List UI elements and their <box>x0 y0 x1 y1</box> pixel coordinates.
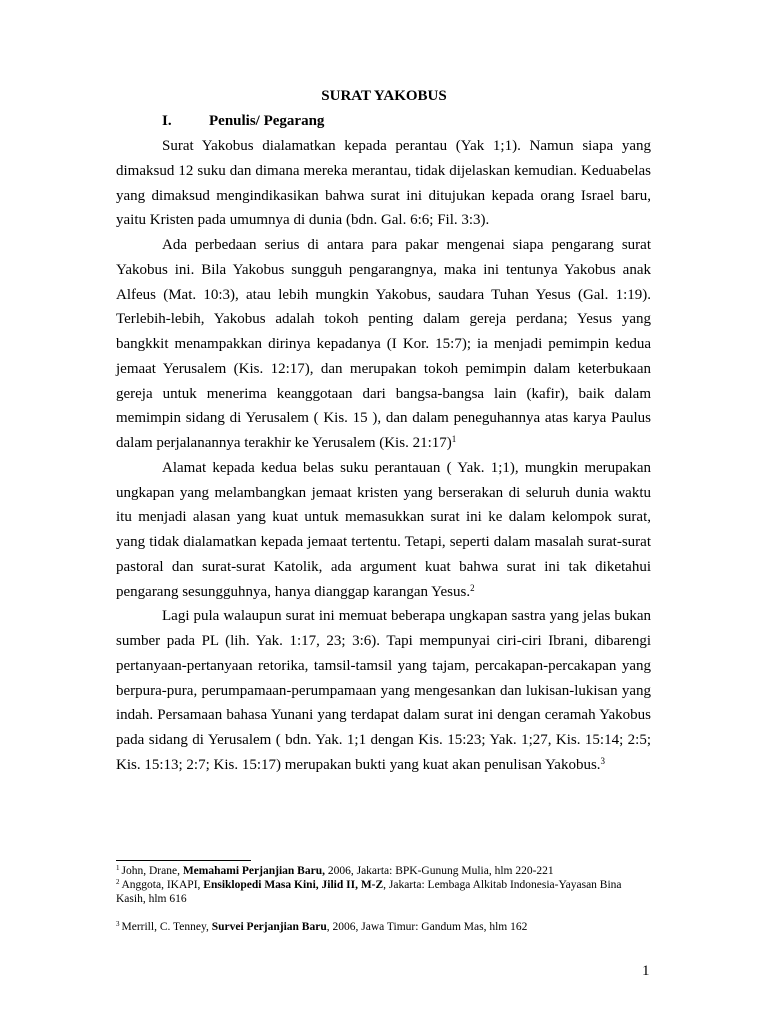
paragraph-text: Lagi pula walaupun surat ini memuat beberapa ungkapan sastra yang jelas bukan sumber pada PL (lih. Yak. 1:17, 23; 3:6). Tapi mempunyai ciri-ciri Ibrani, dibarengi pertanyaan-pertanyaan retorika, tamsil-tamsil yang tajam, percakapan-percakapan yang berpura-pura, perumpamaan-perumpamaan yang mengesankan dan lukisan-lukisan yang indah. Persamaan bahasa Yunani yang terdapat dalam surat ini dengan ceramah Yakobus pada sidang di Yerusalem ( bdn. Yak. 1;1 dengan Kis. 15:23; Yak. 1;27, Kis. 15:14; 2:5; Kis. 15:13; 2:7; Kis. 15:17) merupakan bukti yang kuat akan penulisan Yakobus. <box>116 608 651 773</box>
footnote-details: , Jakarta: Lembaga Alkitab Indonesia-Yayasan Bina Kasih, hlm 616 <box>116 879 622 905</box>
paragraph <box>116 134 651 233</box>
footnote <box>116 864 651 878</box>
page-number: 1 <box>642 963 650 979</box>
section-number: I. <box>162 113 172 129</box>
footnote-mark: 2 <box>116 878 120 886</box>
paragraph-text: Surat Yakobus dialamatkan kepada perantau (Yak 1;1). Namun siapa yang dimaksud 12 suku dan dimana mereka merantau, tidak dijelaskan kemudian. Keduabelas yang dimaksud mengindikasikan bahwa surat ini ditujukan kepada orang Israel baru, yaitu Kristen pada umumnya di dunia (bdn. Gal. 6:6; Fil. 3:3). <box>116 138 651 229</box>
footnote-ref[interactable]: 2 <box>470 582 475 593</box>
footnote <box>116 920 651 934</box>
footnote-book-title: Survei Perjanjian Baru <box>211 921 327 933</box>
footnote-book-title: Memahami Perjanjian Baru, <box>182 865 325 877</box>
section-heading <box>162 113 324 130</box>
footnote-author: Merrill, C. Tenney, <box>121 921 212 933</box>
paragraph-text: Alamat kepada kedua belas suku perantauan ( Yak. 1;1), mungkin merupakan ungkapan yang melambangkan jemaat kristen yang berserakan di seluruh dunia waktu itu menjadi alasan yang kuat untuk memasukkan surat ini ke dalam kelompok surat, yang tidak dialamatkan kepada jemaat tertentu. Tetapi, seperti dalam masalah surat-surat pastoral dan surat-surat Katolik, ada argument kuat bahwa surat ini tak diketahui pengarang sesungguhnya, hanya dianggap karangan Yesus. <box>116 459 651 600</box>
footnote-separator <box>116 860 251 861</box>
footnote-mark: 3 <box>116 920 120 928</box>
footnote-ref[interactable]: 1 <box>451 434 457 444</box>
footnote-ref[interactable]: 3 <box>600 755 606 766</box>
footnote-book-title: Ensiklopedi Masa Kini, Jilid II, M-Z <box>203 879 384 891</box>
footnote-mark: 1 <box>116 864 120 872</box>
body-text <box>116 134 651 778</box>
section-title: Penulis/ Pegarang <box>209 113 325 129</box>
paragraph-text: Ada perbedaan serius di antara para pakar mengenai siapa pengarang surat Yakobus ini. Bila Yakobus sungguh pengarangnya, maka ini tentunya Yakobus anak Alfeus (Mat. 10:3), atau lebih mungkin Yakobus, saudara Tuhan Yesus (Gal. 1:19). Terlebih-lebih, Yakobus adalah tokoh penting dalam gereja perdana; Yesus yang bangkkit menampakkan dirinya kepadanya (I Kor. 15:7); ia menjadi pemimpin kedua jemaat Yerusalem (Kis. 12:17), dan merupakan tokoh pemimpin dalam keterbukaan gereja untuk menerima keanggotaan dari bangsa-bangsa lain (kafir), baik dalam memimpin sidang di Yerusalem ( Kis. 15 ), dan dalam peneguhannya atas karya Paulus dalam perjalanannya terakhir ke Yerusalem (Kis. 21:17) <box>116 237 651 451</box>
paragraph <box>116 233 651 456</box>
footnote-details: , 2006, Jawa Timur: Gandum Mas, hlm 162 <box>326 921 528 933</box>
paragraph <box>116 604 651 777</box>
footnotes <box>116 864 651 934</box>
document-title: SURAT YAKOBUS <box>321 88 447 104</box>
footnote-author: John, Drane, <box>121 865 183 877</box>
footnote-author: Anggota, IKAPI, <box>121 879 204 891</box>
footnote <box>116 878 651 906</box>
footnote-details: 2006, Jakarta: BPK-Gunung Mulia, hlm 220-221 <box>324 865 554 877</box>
paragraph <box>116 456 651 605</box>
